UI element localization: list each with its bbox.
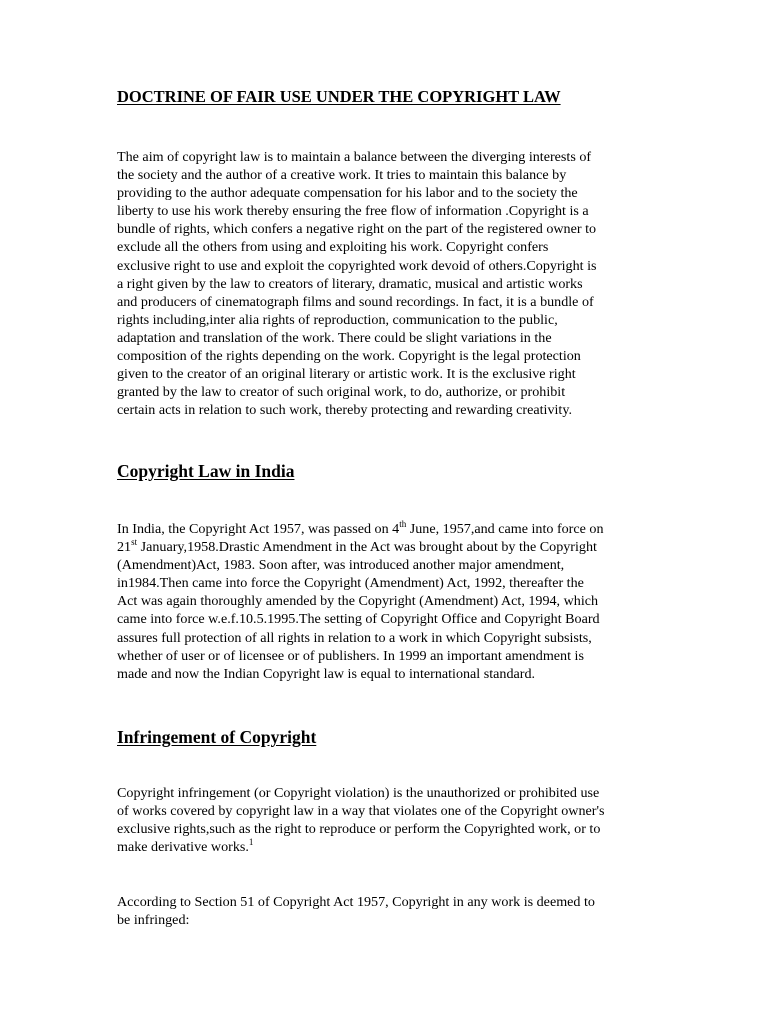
india-paragraph xyxy=(117,520,604,683)
section-51-paragraph xyxy=(117,893,595,929)
text-line: 21st January,1958.Drastic Amendment in the Act was brought about by the Copyright xyxy=(117,537,597,556)
text-line: exclude all the others from using and exploiting his work. Copyright confers xyxy=(117,239,549,256)
infringement-paragraph xyxy=(117,784,604,856)
text-line: the society and the author of a creative work. It tries to maintain this balance by xyxy=(117,167,567,184)
text-line: a right given by the law to creators of literary, dramatic, musical and artistic works xyxy=(117,275,583,292)
text-line: (Amendment)Act, 1983. Soon after, was introduced another major amendment, xyxy=(117,557,565,574)
text-line: According to Section 51 of Copyright Act 1957, Copyright in any work is deemed to xyxy=(117,894,595,910)
footnote-marker: 1 xyxy=(248,837,254,848)
intro-paragraph xyxy=(117,148,597,419)
text-line: The aim of copyright law is to maintain a balance between the diverging interests of xyxy=(117,149,592,165)
text-line: of works covered by copyright law in a way that violates one of the Copyright owner's xyxy=(117,803,605,820)
text-line: Act was again thoroughly amended by the Copyright (Amendment) Act, 1994, which xyxy=(117,593,599,610)
text-line: rights including,inter alia rights of reproduction, communication to the public, xyxy=(117,311,558,328)
text-line: came into force w.e.f.10.5.1995.The setting of Copyright Office and Copyright Board xyxy=(117,611,600,628)
text-line: in1984.Then came into force the Copyright (Amendment) Act, 1992, thereafter the xyxy=(117,575,584,592)
text-line: liberty to use his work thereby ensuring the free flow of information .Copyright is a xyxy=(117,203,589,220)
text-line: assures full protection of all rights in relation to a work in which Copyright subsists, xyxy=(117,629,592,646)
text-line: bundle of rights, which confers a negative right on the part of the registered owner to xyxy=(117,221,597,238)
text-line: In India, the Copyright Act 1957, was passed on 4th June, 1957,and came into force on xyxy=(117,519,604,537)
text-line: and producers of cinematograph films and sound recordings. In fact, it is a bundle of xyxy=(117,293,594,310)
document-title: DOCTRINE OF FAIR USE UNDER THE COPYRIGHT LAW xyxy=(117,87,561,106)
text-line: made and now the Indian Copyright law is equal to international standard. xyxy=(117,665,536,682)
text-line: whether of user or of licensee or of publishers. In 1999 an important amendment is xyxy=(117,647,584,664)
text-line: make derivative works.$^1$ xyxy=(117,837,254,856)
text-line: Copyright infringement (or Copyright violation) is the unauthorized or prohibited use xyxy=(117,785,600,801)
section-heading-infringement: Infringement of Copyright xyxy=(117,727,317,747)
text-line: certain acts in relation to such work, thereby protecting and rewarding creativity. xyxy=(117,402,573,419)
section-heading-india: Copyright Law in India xyxy=(117,461,295,481)
superscript: st xyxy=(131,537,138,548)
text-line: exclusive right to use and exploit the copyrighted work devoid of others.Copyright is xyxy=(117,257,597,274)
text-line: granted by the law to creator of such original work, to do, authorize, or prohibit xyxy=(117,384,566,401)
text-line: given to the creator of an original literary or artistic work. It is the exclusive right xyxy=(117,366,576,383)
text-line: composition of the rights depending on the work. Copyright is the legal protection xyxy=(117,348,581,365)
text-line: exclusive rights,such as the right to reproduce or perform the Copyrighted work, or to xyxy=(117,821,601,838)
text-line: adaptation and translation of the work. There could be slight variations in the xyxy=(117,329,552,346)
text-line: providing to the author adequate compensation for his labor and to the society the xyxy=(117,185,578,202)
superscript: th xyxy=(399,519,407,529)
text-line: be infringed: xyxy=(117,912,190,929)
